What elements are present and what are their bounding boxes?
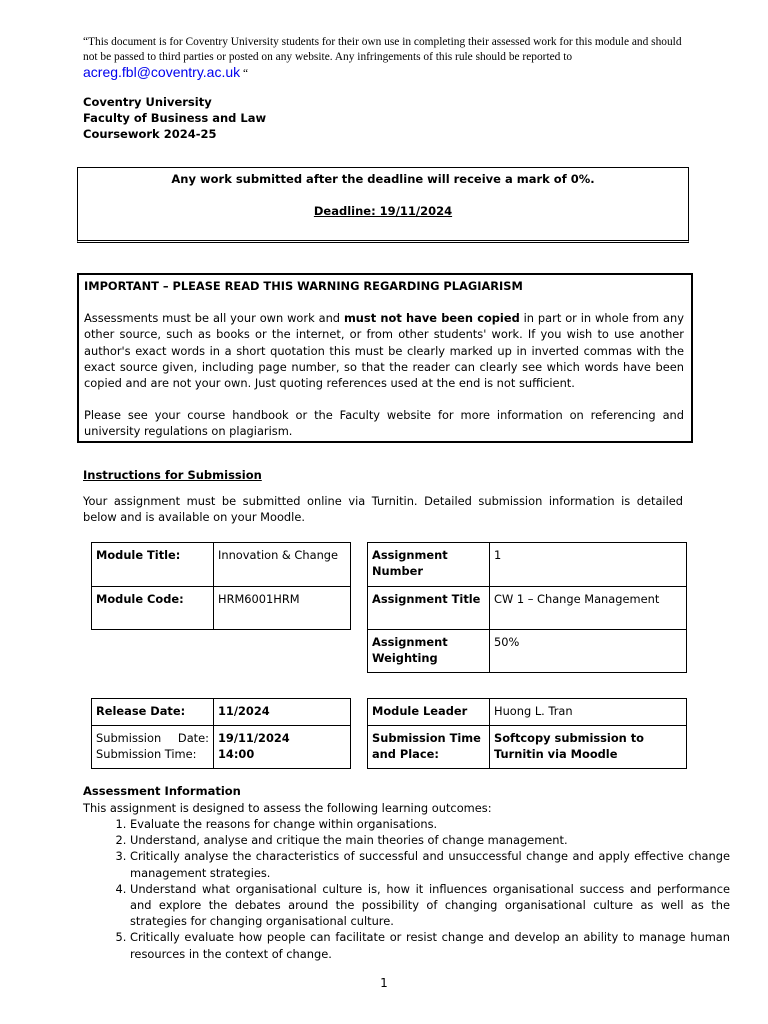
plagiarism-paragraph-1: Assessments must be all your own work and must not have been copied in part or in whole from any other source, such as books or the internet, or from other students' work. If you wish to use another author's exact words in a short quotation this must be clearly marked up in inverted commas with the exact source given, including page number, so that the reader can clearly see which words have been copied and are not your own. Just quoting references used at the end is not sufficient. — [84, 311, 685, 391]
assessment-heading: Assessment Information — [83, 784, 241, 798]
submission-place-value: Softcopy submission to Turnitin via Moodle — [490, 726, 687, 769]
faculty-name: Faculty of Business and Law — [83, 111, 267, 125]
submission-date-time-labels — [92, 726, 214, 769]
assignment-title-value: CW 1 – Change Management — [490, 587, 687, 630]
plagiarism-warning-box — [77, 273, 693, 443]
late-submission-warning: Any work submitted after the deadline will receive a mark of 0%. — [171, 172, 595, 186]
list-item: 1. Evaluate the reasons for change within organisations. — [130, 816, 730, 832]
submission-time-label: Submission Time: — [96, 747, 197, 761]
module-code-label: Module Code: — [92, 587, 214, 630]
list-item: 3. Critically analyse the characteristics of successful and unsuccessful change and apply effective change management strategies. — [130, 848, 730, 880]
must-not-copy-emphasis: must not have been copied — [343, 311, 520, 326]
assessment-intro: This assignment is designed to assess the following learning outcomes: — [83, 801, 492, 815]
assignment-title-label: Assignment Title — [368, 587, 490, 630]
release-date-label: Release Date: — [92, 699, 214, 726]
disclaimer-text: “This document is for Coventry University students for their own use in completing their assessed work for this module and should not be passed to third parties or posted on any website. Any infringements of this rule should be reported to — [83, 36, 682, 63]
report-email-link[interactable]: acreg.fbl@coventry.ac.uk — [83, 64, 241, 80]
list-item: 5. Critically evaluate how people can facilitate or resist change and develop an ability to manage human resources in the context of change. — [130, 929, 730, 961]
plagiarism-title: IMPORTANT – PLEASE READ THIS WARNING REGARDING PLAGIARISM — [84, 279, 523, 293]
module-code-value: HRM6001HRM — [214, 587, 351, 630]
learning-outcomes-list — [83, 816, 730, 962]
disclaimer-closing-quote: “ — [243, 68, 249, 80]
university-name: Coventry University — [83, 95, 212, 109]
leader-table — [367, 698, 687, 769]
assignment-weighting-value: 50% — [490, 630, 687, 673]
assignment-table — [367, 542, 687, 673]
coursework-year: Coursework 2024-25 — [83, 127, 217, 141]
dates-table — [91, 698, 351, 769]
assignment-number-value: 1 — [490, 543, 687, 587]
document-header — [83, 94, 266, 142]
module-leader-value: Huong L. Tran — [490, 699, 687, 726]
module-title-value: Innovation & Change — [214, 543, 351, 587]
deadline-box — [77, 167, 689, 243]
instructions-text: Your assignment must be submitted online via Turnitin. Detailed submission information is detailed below and is available on your Moodle. — [83, 494, 683, 525]
plagiarism-paragraph-2: Please see your course handbook or the Faculty website for more information on referencing and university regulations on plagiarism. — [84, 408, 684, 439]
assignment-number-label: Assignment Number — [368, 543, 490, 587]
list-item: 4. Understand what organisational culture is, how it influences organisational success and performance and explore the debates around the possibility of changing organisational culture as well as the strategies for changing organisational culture. — [130, 881, 730, 930]
submission-place-label: Submission Time and Place: — [368, 726, 490, 769]
submission-time-value: 14:00 — [218, 747, 255, 761]
assignment-weighting-label: Assignment Weighting — [368, 630, 490, 673]
usage-disclaimer — [83, 35, 688, 82]
instructions-heading: Instructions for Submission — [83, 468, 262, 482]
module-leader-label: Module Leader — [368, 699, 490, 726]
module-table — [91, 542, 351, 630]
release-date-value: 11/2024 — [214, 699, 351, 726]
submission-date-label: Submission Date: — [96, 731, 209, 745]
page-number: 1 — [380, 976, 388, 990]
submission-date-value: 19/11/2024 — [218, 731, 290, 745]
deadline-date: Deadline: 19/11/2024 — [313, 204, 453, 218]
list-item: 2. Understand, analyse and critique the main theories of change management. — [130, 832, 730, 848]
module-title-label: Module Title: — [92, 543, 214, 587]
submission-date-time-values — [214, 726, 351, 769]
